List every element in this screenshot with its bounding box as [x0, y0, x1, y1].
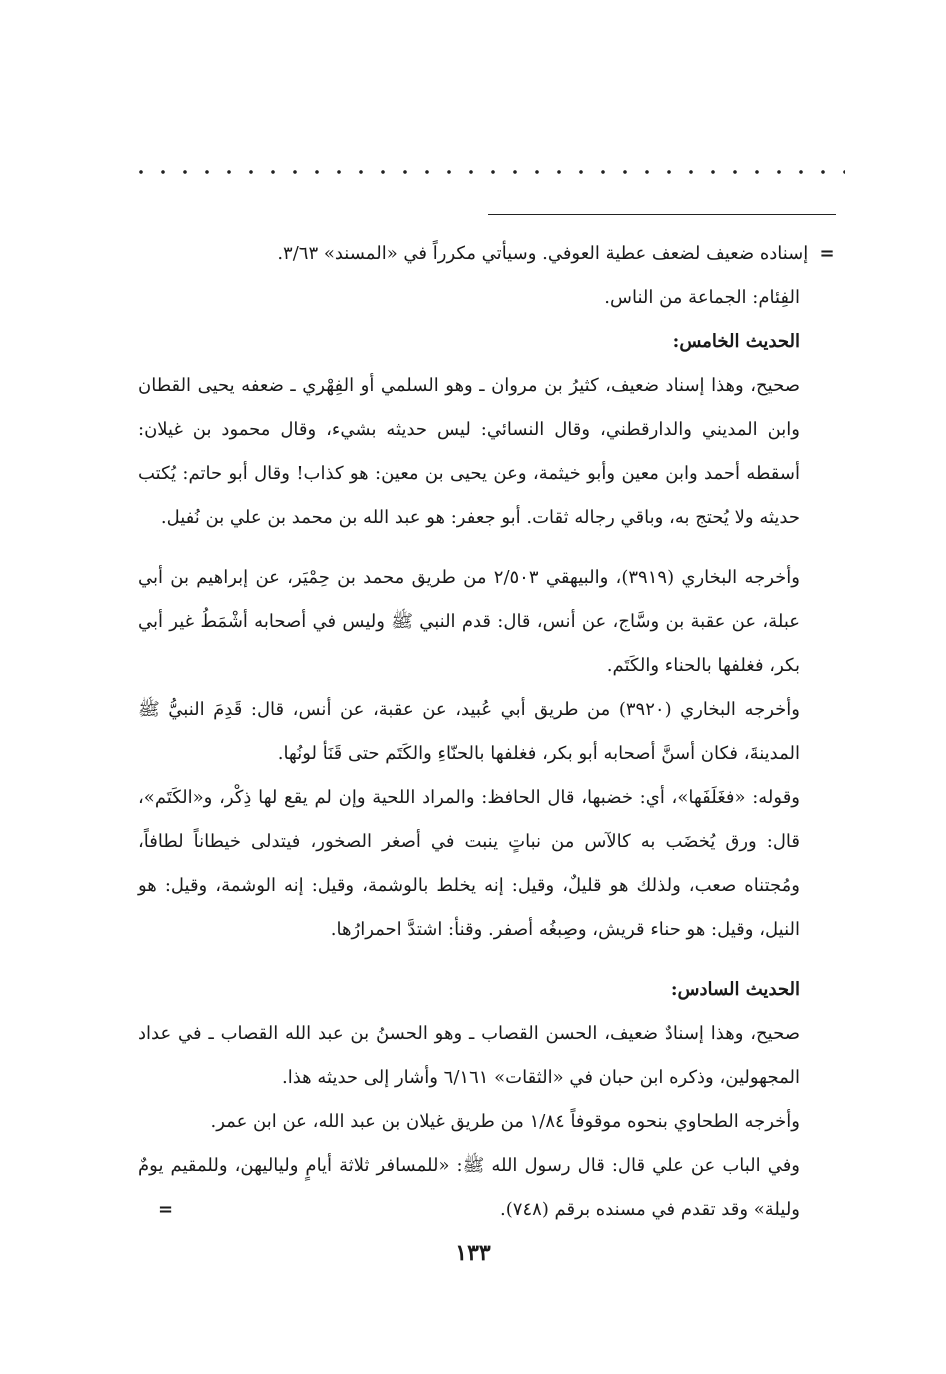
page-number: ١٣٣	[455, 1240, 491, 1266]
footnote-paragraph: وقوله: «فغَلَفَها»، أي: خضبها، قال الحافظ: والمراد اللحية وإن لم يقع لها ذِكْر، و«الكَتَم»، قال: ورق يُخضَب به كالآس من نباتٍ ينبت في أصغر الصخور، فيتدلى خيطاناً لطافاً، ومُجتناه صعب، ولذلك هو قليلٌ، وقيل: إنه يخلط بالوشمة، وقيل: إنه الوشمة، وقيل: هو النيل، وقيل: هو حناء قريش، وصِبغُه أصفر. وقنأ: اشتدَّ احمرارُها.	[138, 787, 800, 940]
footnote-paragraph: صحيح، وهذا إسناد ضعيف، كثيرُ بن مروان ـ وهو السلمي أو الفِهْري ـ ضعفه يحيى القطان وابن المديني والدارقطني، وقال النسائي: ليس حديثه بشيء، وقال محمود بن غيلان: أسقطه أحمد وابن معين وأبو خيثمة، وعن يحيى بن معين: هو كذاب! وقال أبو حاتم: يُكتب حديثه ولا يُحتج به، وباقي رجاله ثقات. أبو جعفر: هو عبد الله بن محمد بن علي بن نُفيل.	[138, 375, 800, 528]
continuation-mark: =	[819, 243, 835, 264]
footnote-paragraph: وأخرجه الطحاوي بنحوه موقوفاً ١/٨٤ من طريق غيلان بن عبد الله، عن ابن عمر.	[210, 1111, 800, 1132]
footnote-paragraph: الفِئام: الجماعة من الناس.	[604, 287, 800, 308]
section-heading: الحديث الخامس:	[672, 331, 800, 352]
footnote-paragraph: وأخرجه البخاري (٣٩١٩)، والبيهقي ٢/٥٠٣ من طريق محمد بن حِمْيَر، عن إبراهيم بن أبي عبلة، عن عقبة بن وسَّاج، عن أنس، قال: قدم النبي ﷺ وليس في أصحابه أشْمَطُ غير أبي بكر، فغلفها بالحناء والكَتَم.	[138, 567, 800, 676]
footnote-rule	[488, 214, 836, 215]
dotted-separator	[130, 168, 845, 176]
footnote-paragraph: = إسناده ضعيف لضعف عطية العوفي. وسيأتي مكرراً في «المسند» ٣/٦٣.	[138, 232, 840, 276]
continuation-mark: =	[158, 1199, 174, 1220]
footnote-paragraph: صحيح، وهذا إسنادٌ ضعيف، الحسن القصاب ـ وهو الحسنُ بن عبد الله القصاب ـ في عداد المجهولين، وذكره ابن حبان في «الثقات» ٦/١٦١ وأشار إلى حديثه هذا.	[138, 1023, 800, 1088]
footnote-paragraph: وأخرجه البخاري (٣٩٢٠) من طريق أبي عُبيد، عن عقبة، عن أنس، قال: قَدِمَ النبيُّ ﷺ المدينةَ، فكان أسنَّ أصحابه أبو بكر، فغلفها بالحنّاءِ والكَتَم حتى قَنَأ لونُها.	[138, 699, 800, 764]
section-heading: الحديث السادس:	[670, 979, 800, 1000]
footnote-paragraph: وفي الباب عن علي قال: قال رسول الله ﷺ: «للمسافر ثلاثة أيامٍ ولياليهن، وللمقيم يومٌ وليلة» وقد تقدم في مسنده برقم (٧٤٨). =	[138, 1144, 840, 1232]
footnotes-text	[138, 232, 840, 1232]
